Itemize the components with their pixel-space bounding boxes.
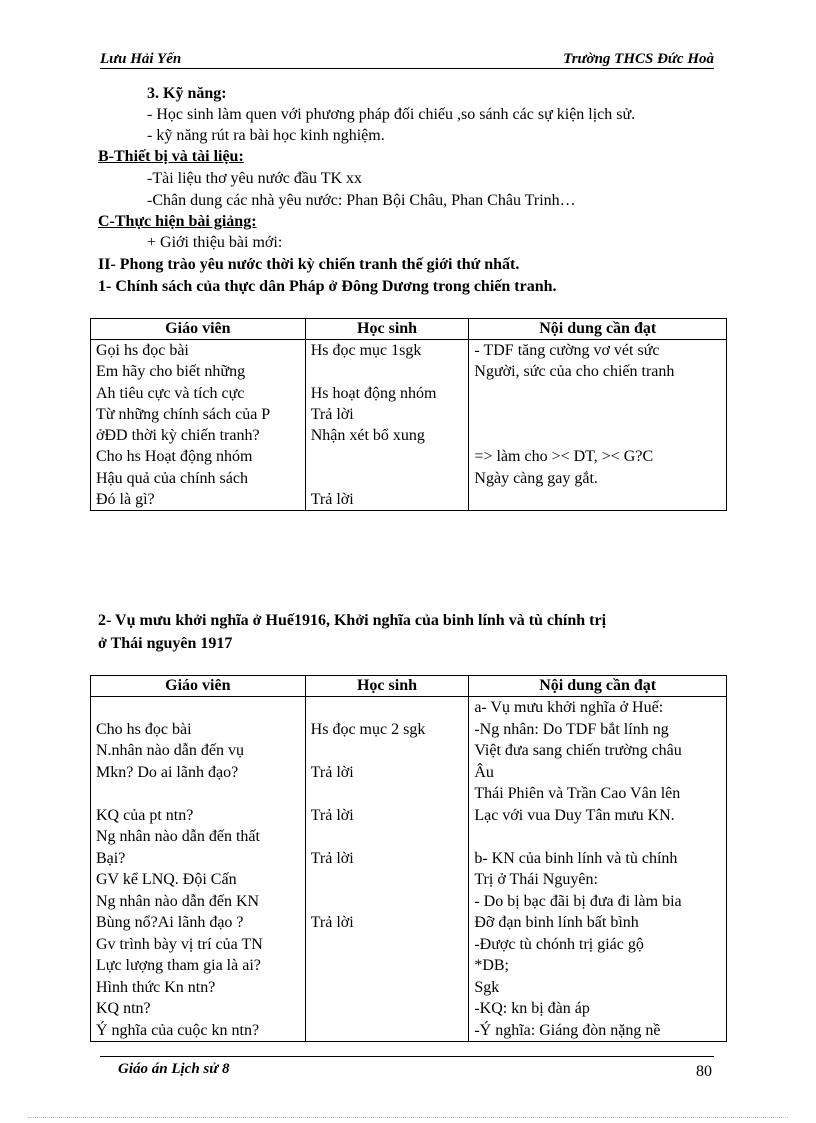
column-header-student: Học sinh (305, 676, 469, 697)
bottom-divider (28, 1117, 788, 1118)
cell-line: KQ của pt ntn? (96, 806, 194, 824)
cell-line: -Ý nghĩa: Giáng đòn nặng nề (474, 1021, 661, 1039)
skills-heading: 3. Kỹ năng: (147, 85, 227, 102)
cell-line: a- Vụ mưu khởi nghĩa ở Huế: (474, 699, 664, 716)
equipment-item-1: -Tài liệu thơ yêu nước đầu TK xx (147, 170, 363, 187)
page-number: 80 (696, 1063, 712, 1080)
cell-line: Bùng nổ?Ai lãnh đạo ? (96, 914, 244, 931)
cell-line: -Ng nhân: Do TDF bắt lính ng (474, 720, 669, 738)
table-header-row (91, 676, 727, 697)
cell-line: N.nhân nào dẫn đến vụ (96, 742, 244, 759)
cell-line: -KQ: kn bị đàn áp (474, 1000, 590, 1017)
cell-line: Hs đọc mục 1sgk (310, 342, 422, 359)
cell-line: GV kể LNQ. Đội Cấn (96, 871, 237, 888)
cell-line (474, 383, 726, 404)
cell-line: Cho hs đọc bài (96, 720, 192, 738)
cell-line (311, 697, 469, 719)
table-row (91, 697, 727, 1042)
cell-line (96, 783, 305, 805)
cell-line: Trị ở Thái Nguyên: (474, 871, 598, 888)
table-header-row (91, 319, 727, 340)
lesson-intro: + Giới thiệu bài mới: (147, 234, 283, 251)
cell-line: => làm cho >< DT, >< G?C (474, 448, 654, 466)
cell-line: - TDF tăng cường vơ vét sức (474, 342, 660, 359)
cell-line: Bại? (96, 849, 126, 867)
teacher-column (91, 340, 306, 511)
cell-line: Người, sức của cho chiến tranh (474, 363, 675, 381)
cell-line (474, 826, 726, 848)
cell-line (311, 783, 469, 805)
cell-line: Ah tiêu cực và tích cực (96, 384, 245, 402)
column-header-student: Học sinh (305, 319, 469, 340)
cell-line: Trả lời (310, 405, 354, 423)
cell-line: Hs hoạt động nhóm (310, 384, 437, 402)
cell-line: *DB; (474, 957, 509, 974)
column-header-content: Nội dung cần đạt (469, 319, 727, 340)
section-ii-title: II- Phong trào yêu nước thời kỳ chiến tranh thế giới thứ nhất. (98, 256, 520, 273)
cell-line: Ng nhân nào dẫn đến thất (96, 828, 260, 845)
cell-line: Mkn? Do ai lãnh đạo? (96, 763, 239, 781)
cell-line: Trả lời (310, 849, 354, 867)
lesson-table-2 (90, 675, 727, 1042)
cell-line (311, 977, 469, 999)
cell-line: Ý nghĩa của cuộc kn ntn? (96, 1021, 260, 1039)
cell-line (311, 998, 469, 1020)
content-column (469, 340, 727, 511)
cell-line: KQ ntn? (96, 1000, 151, 1017)
teacher-column (91, 697, 306, 1042)
cell-line: Ng nhân nào dẫn đến KN (96, 892, 260, 910)
cell-line: Cho hs Hoạt động nhóm (96, 448, 253, 466)
lesson-heading: C-Thực hiện bài giảng: (98, 213, 257, 230)
page-footer (100, 1056, 714, 1085)
cell-line: Trả lời (310, 491, 354, 509)
cell-line (311, 446, 469, 467)
cell-line (311, 955, 469, 977)
column-header-teacher: Giáo viên (91, 319, 306, 340)
section-2-title-line2: ở Thái nguyên 1917 (98, 635, 233, 652)
cell-line (311, 468, 469, 489)
cell-line: Âu (474, 763, 494, 781)
cell-line: Ngày càng gay gắt. (474, 469, 598, 487)
cell-line (311, 361, 469, 382)
cell-line (311, 891, 469, 913)
equipment-item-2: -Chân dung các nhà yêu nước: Phan Bội Châu, Phan Châu Trinh… (147, 192, 576, 209)
cell-line: Trả lời (310, 914, 354, 931)
cell-line: - Do bị bạc đãi bị đưa đi làm bia (474, 892, 682, 910)
equipment-heading: B-Thiết bị và tài liệu: (98, 148, 244, 165)
cell-line (311, 740, 469, 762)
cell-line: Trả lời (310, 763, 354, 781)
cell-line (474, 404, 726, 425)
cell-line: Đó là gì? (96, 491, 155, 509)
cell-line (474, 489, 726, 510)
cell-line: Lạc với vua Duy Tân mưu KN. (474, 806, 675, 824)
cell-line: Thái Phiên và Trần Cao Vân lên (474, 785, 681, 802)
column-header-content: Nội dung cần đạt (469, 676, 727, 697)
section-2-title-line1: 2- Vụ mưu khởi nghĩa ở Huế1916, Khởi nghĩa của binh lính và tù chính trị (98, 612, 607, 629)
cell-line (311, 869, 469, 891)
cell-line: Từ những chính sách của P (96, 405, 271, 423)
cell-line: b- KN của binh lính và tù chính (474, 849, 678, 867)
cell-line: ởĐD thời kỳ chiến tranh? (96, 427, 260, 445)
cell-line (311, 1020, 469, 1042)
cell-line: Lực lượng tham gia là ai? (96, 957, 261, 974)
section-1-title: 1- Chính sách của thực dân Pháp ở Đông Dương trong chiến tranh. (98, 278, 557, 295)
table-row (91, 340, 727, 511)
header-author: Lưu Hải Yến (100, 51, 182, 67)
page-header (100, 52, 714, 69)
cell-line (311, 826, 469, 848)
cell-line: Việt đưa sang chiến trường châu (474, 742, 682, 759)
cell-line: Hs đọc mục 2 sgk (310, 720, 426, 738)
content-column (469, 697, 727, 1042)
cell-line: Gọi hs đọc bài (96, 342, 189, 359)
footer-title: Giáo án Lịch sử 8 (118, 1061, 230, 1077)
student-column (305, 340, 469, 511)
cell-line: Nhận xét bổ xung (310, 427, 425, 445)
lesson-table-1 (90, 318, 727, 511)
cell-line (96, 697, 305, 719)
cell-line: Sgk (474, 978, 500, 996)
column-header-teacher: Giáo viên (91, 676, 306, 697)
header-school: Trường THCS Đức Hoà (563, 51, 714, 67)
cell-line: Gv trình bày vị trí của TN (96, 935, 263, 953)
cell-line: -Được tù chónh trị giác gộ (474, 935, 644, 953)
cell-line: Đỡ đạn binh lính bất bình (474, 914, 639, 931)
cell-line: Hình thức Kn ntn? (96, 978, 216, 996)
cell-line: Trả lời (310, 806, 354, 824)
cell-line (311, 934, 469, 956)
student-column (305, 697, 469, 1042)
skills-item-1: - Học sinh làm quen với phương pháp đối chiếu ,so sánh các sự kiện lịch sử. (147, 106, 636, 123)
cell-line (474, 425, 726, 446)
cell-line: Hậu quả của chính sách (96, 469, 248, 487)
cell-line: Em hãy cho biết những (96, 363, 246, 381)
skills-item-2: - kỹ năng rút ra bài học kinh nghiệm. (147, 127, 385, 144)
